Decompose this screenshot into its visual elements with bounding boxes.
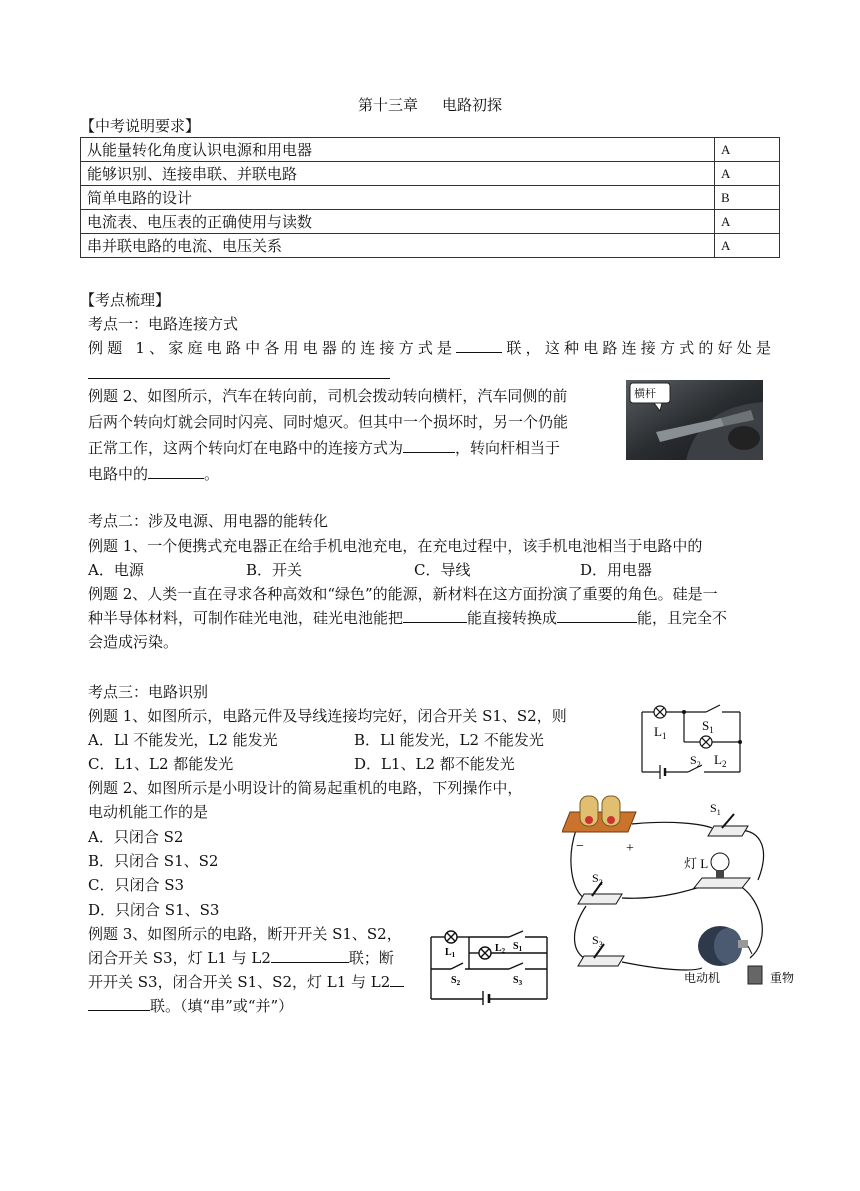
point2-example2-line1: 例题 2、人类一直在寻求各种高效和“绿色”的能源，新材料在这方面扮演了重要的角色。硅是一	[88, 585, 718, 603]
photo-label: 横杆	[634, 388, 656, 400]
option-d: D．L1、L2 都不能发光	[354, 755, 515, 773]
option-b: B．开关	[246, 561, 303, 579]
label-lamp: 灯 L	[684, 856, 709, 871]
table-cell-level: A	[715, 138, 780, 162]
point3-heading: 考点三：电路识别	[88, 683, 209, 701]
table-cell-level: A	[715, 234, 780, 258]
option-c: C．导线	[414, 561, 471, 579]
label-l2: $L_2$	[495, 943, 506, 955]
answer-blank[interactable]	[403, 607, 467, 623]
table-cell-level: B	[715, 186, 780, 210]
table-row	[81, 210, 780, 234]
label-weight: 重物	[770, 971, 795, 985]
answer-blank[interactable]	[88, 995, 150, 1011]
answer-blank[interactable]	[390, 971, 404, 987]
answer-blank[interactable]	[456, 337, 502, 353]
answer-blank-line[interactable]	[88, 378, 390, 379]
table-cell-item: 能够识别、连接串联、并联电路	[81, 162, 715, 186]
table-cell-level: A	[715, 162, 780, 186]
turn-lever-photo	[626, 380, 763, 460]
point1-example2-line2: 后两个转向灯就会同时闪亮、同时熄灭。但其中一个损坏时，另一个仍能	[88, 413, 569, 431]
point1-example1: 例题 1、家庭电路中各用电器的连接方式是 联，这种电路连接方式的好处是	[88, 339, 771, 357]
option-c: C．L1、L2 都能发光	[88, 755, 234, 773]
section-requirements-heading: 【中考说明要求】	[80, 117, 201, 135]
table-cell-item: 串并联电路的电流、电压关系	[81, 234, 715, 258]
label-motor: 电动机	[684, 971, 721, 985]
table-cell-item: 简单电路的设计	[81, 186, 715, 210]
point3-example3-line3: 开开关 S3，闭合开关 S1、S2，灯 L1 与 L2	[88, 970, 404, 994]
circuit-diagram-1	[636, 700, 756, 780]
option-d: D．只闭合 S1、S3	[88, 901, 220, 919]
label-l1: $L_1$	[654, 724, 667, 741]
crane-circuit-figure	[562, 790, 800, 990]
point3-example2-line2: 电动机能工作的是	[88, 803, 209, 821]
section-points-heading: 【考点梳理】	[80, 291, 171, 309]
label-l2: $L_2$	[714, 752, 727, 769]
option-b: B．只闭合 S1、S2	[88, 852, 219, 870]
label-s3: $S_3$	[513, 975, 523, 987]
requirements-table	[80, 137, 780, 258]
point1-example2-line1: 例题 2、如图所示，汽车在转向前，司机会拨动转向横杆，汽车同侧的前	[88, 387, 568, 405]
point3-example2-line1: 例题 2、如图所示是小明设计的简易起重机的电路，下列操作中，	[88, 779, 523, 797]
answer-blank[interactable]	[403, 437, 455, 453]
answer-blank[interactable]	[148, 463, 204, 479]
table-cell-level: A	[715, 210, 780, 234]
page-title	[0, 94, 860, 115]
point1-example2-line3: 正常工作，这两个转向灯在电路中的连接方式为 ，转向杆相当于	[88, 439, 561, 457]
point3-example3-line4: 联。（填“串”或“并”）	[88, 994, 293, 1018]
table-cell-item: 从能量转化角度认识电源和用电器	[81, 138, 715, 162]
option-a: A．Ll 不能发光，L2 能发光	[88, 731, 278, 749]
option-a: A．电源	[88, 561, 144, 579]
label-s1: $S_1$	[513, 941, 523, 953]
label-s1: $S_1$	[702, 718, 714, 735]
table-row	[81, 162, 780, 186]
battery-minus-label: −	[576, 839, 584, 854]
point3-example3-line1: 例题 3、如图所示的电路，断开开关 S1、S2，	[88, 925, 402, 943]
answer-blank[interactable]	[271, 947, 349, 963]
answer-blank[interactable]	[557, 607, 637, 623]
point2-heading: 考点二：涉及电源、用电器的能转化	[88, 512, 329, 530]
point2-example2-line3: 会造成污染。	[88, 633, 179, 651]
label-s2: $S_2$	[592, 871, 603, 887]
label-l1: $L_1$	[445, 947, 456, 959]
point1-example2-line4: 电路中的 。	[88, 465, 220, 483]
point1-heading: 考点一：电路连接方式	[88, 315, 239, 333]
circuit-diagram-3	[427, 925, 551, 1005]
label-s2: $S_2$	[451, 975, 461, 987]
option-a: A．只闭合 S2	[88, 828, 184, 846]
label-s2: $S_2$	[690, 753, 701, 769]
option-d: D．用电器	[580, 561, 653, 579]
chapter-number: 第十三章	[357, 96, 418, 114]
table-cell-item: 电流表、电压表的正确使用与读数	[81, 210, 715, 234]
label-s3: $S_3$	[592, 933, 603, 949]
table-row	[81, 234, 780, 258]
point3-example1: 例题 1、如图所示，电路元件及导线连接均完好，闭合开关 S1、S2，则	[88, 707, 567, 725]
chapter-title: 电路初探	[442, 96, 503, 114]
battery-plus-label: +	[626, 841, 634, 856]
point2-example2-line2: 种半导体材料，可制作硅光电池，硅光电池能把 能直接转换成 能，且完全不	[88, 609, 728, 627]
option-c: C．只闭合 S3	[88, 876, 185, 894]
point3-example3-line2: 闭合开关 S3，灯 L1 与 L2 联；断	[88, 949, 394, 967]
label-s1: $S_1$	[710, 801, 721, 817]
table-row	[81, 186, 780, 210]
option-b: B．Ll 能发光，L2 不能发光	[354, 731, 544, 749]
point2-example1: 例题 1、一个便携式充电器正在给手机电池充电，在充电过程中，该手机电池相当于电路中的	[88, 537, 703, 555]
table-row	[81, 138, 780, 162]
